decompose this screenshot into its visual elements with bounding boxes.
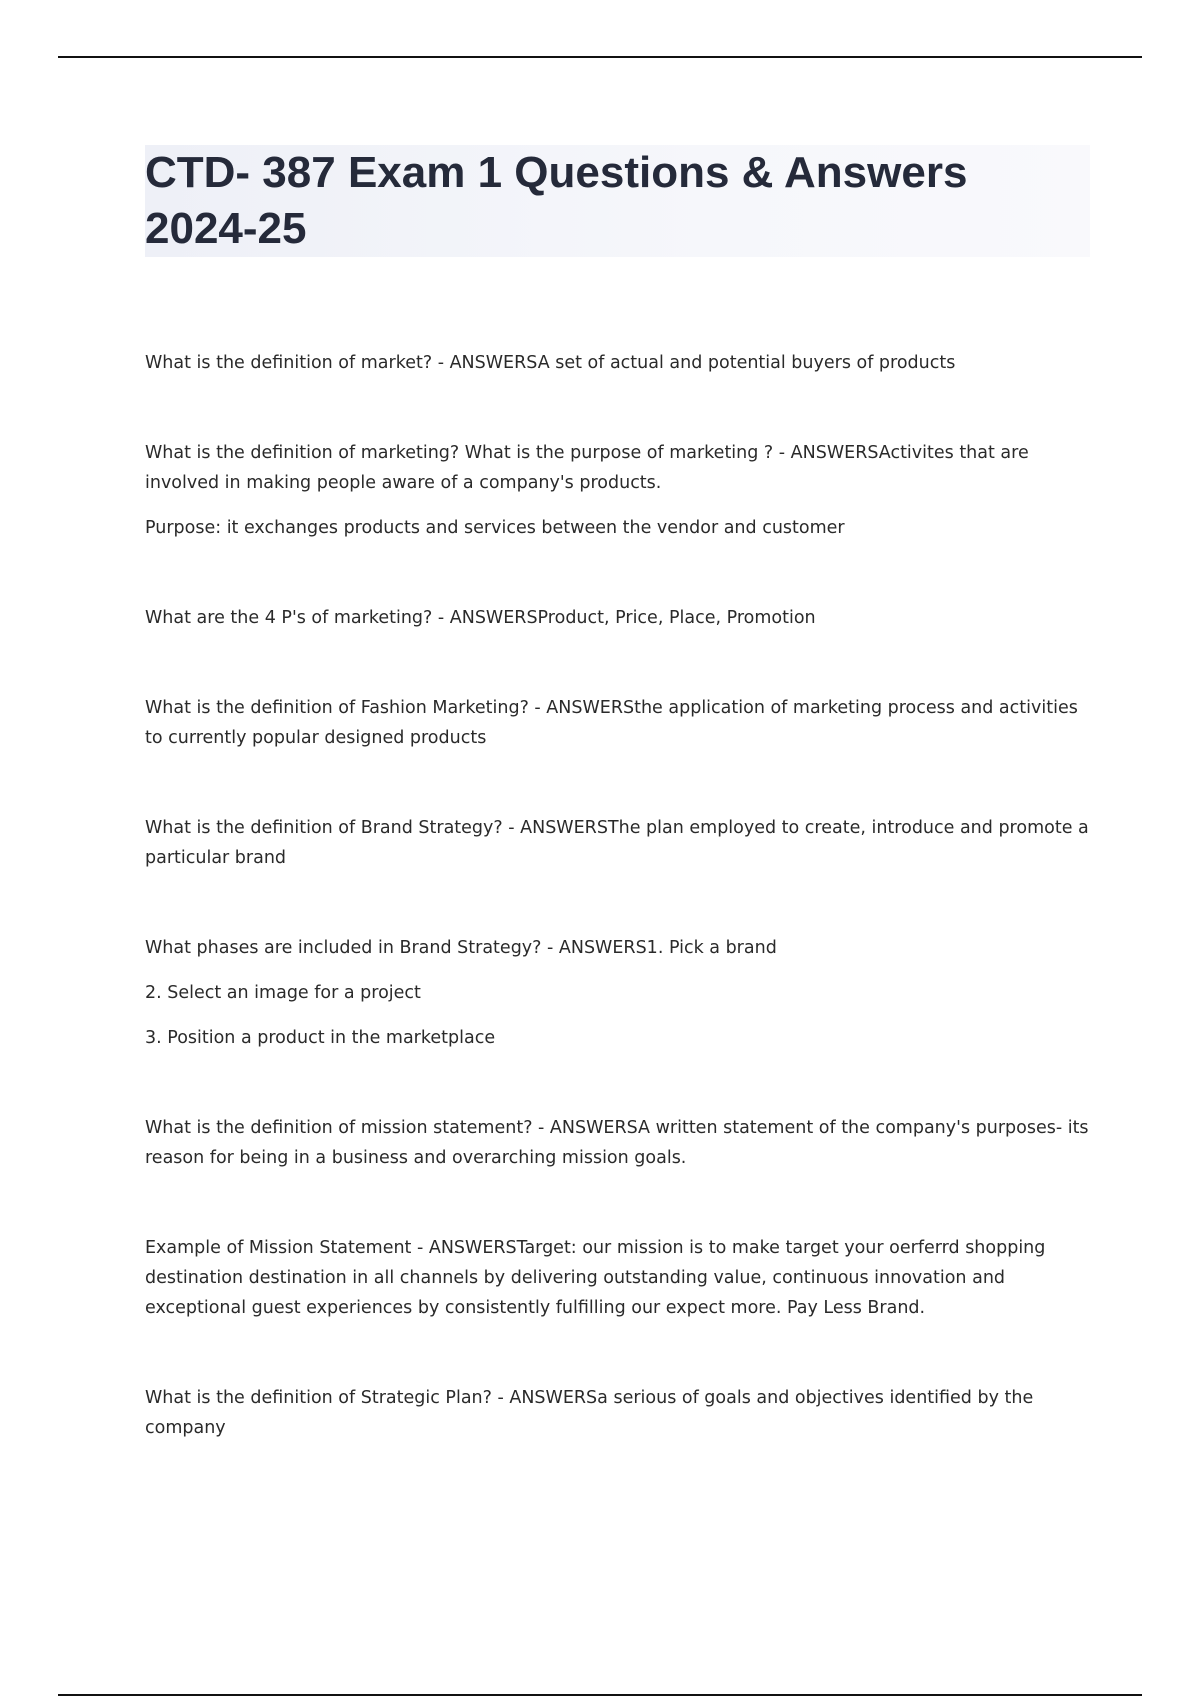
qa-paragraph: What is the definition of Brand Strategy? - ANSWERSThe plan employed to create, introduce and promote a particular brand	[145, 818, 1089, 868]
qa-paragraph: 3. Position a product in the marketplace	[145, 1028, 496, 1048]
qa-item	[145, 813, 1090, 873]
qa-item	[145, 348, 1090, 378]
qa-paragraph: What is the definition of mission statement? - ANSWERSA written statement of the company's purposes- its reason for being in a business and overarching mission goals.	[145, 1118, 1089, 1168]
qa-item	[145, 438, 1090, 543]
qa-paragraph: What is the definition of market? - ANSWERSA set of actual and potential buyers of products	[145, 353, 956, 373]
qa-paragraph: What is the definition of marketing? What is the purpose of marketing ? - ANSWERSActivites that are involved in making people aware of a company's products.	[145, 443, 1029, 493]
qa-item	[145, 933, 1090, 1053]
qa-paragraph: What are the 4 P's of marketing? - ANSWERSProduct, Price, Place, Promotion	[145, 608, 816, 628]
qa-list	[145, 348, 1090, 1503]
qa-item	[145, 693, 1090, 753]
qa-item	[145, 603, 1090, 633]
qa-paragraph: 2. Select an image for a project	[145, 983, 421, 1003]
qa-item	[145, 1113, 1090, 1173]
page-title: CTD- 387 Exam 1 Questions & Answers 2024-25	[145, 148, 968, 253]
qa-paragraph: What phases are included in Brand Strategy? - ANSWERS1. Pick a brand	[145, 938, 777, 958]
qa-paragraph: Purpose: it exchanges products and services between the vendor and customer	[145, 518, 845, 538]
qa-paragraph: Example of Mission Statement - ANSWERSTarget: our mission is to make target your oerferrd shopping destination destination in all channels by delivering outstanding value, continuous innovation and exceptional guest experiences by consistently fulfilling our expect more. Pay Less Brand.	[145, 1238, 1046, 1318]
qa-item	[145, 1233, 1090, 1323]
bottom-rule	[58, 1694, 1142, 1696]
qa-paragraph: What is the definition of Fashion Marketing? - ANSWERSthe application of marketing process and activities to currently popular designed products	[145, 698, 1078, 748]
qa-item	[145, 1383, 1090, 1443]
qa-paragraph: What is the definition of Strategic Plan? - ANSWERSa serious of goals and objectives identified by the company	[145, 1388, 1034, 1438]
top-rule	[58, 56, 1142, 58]
